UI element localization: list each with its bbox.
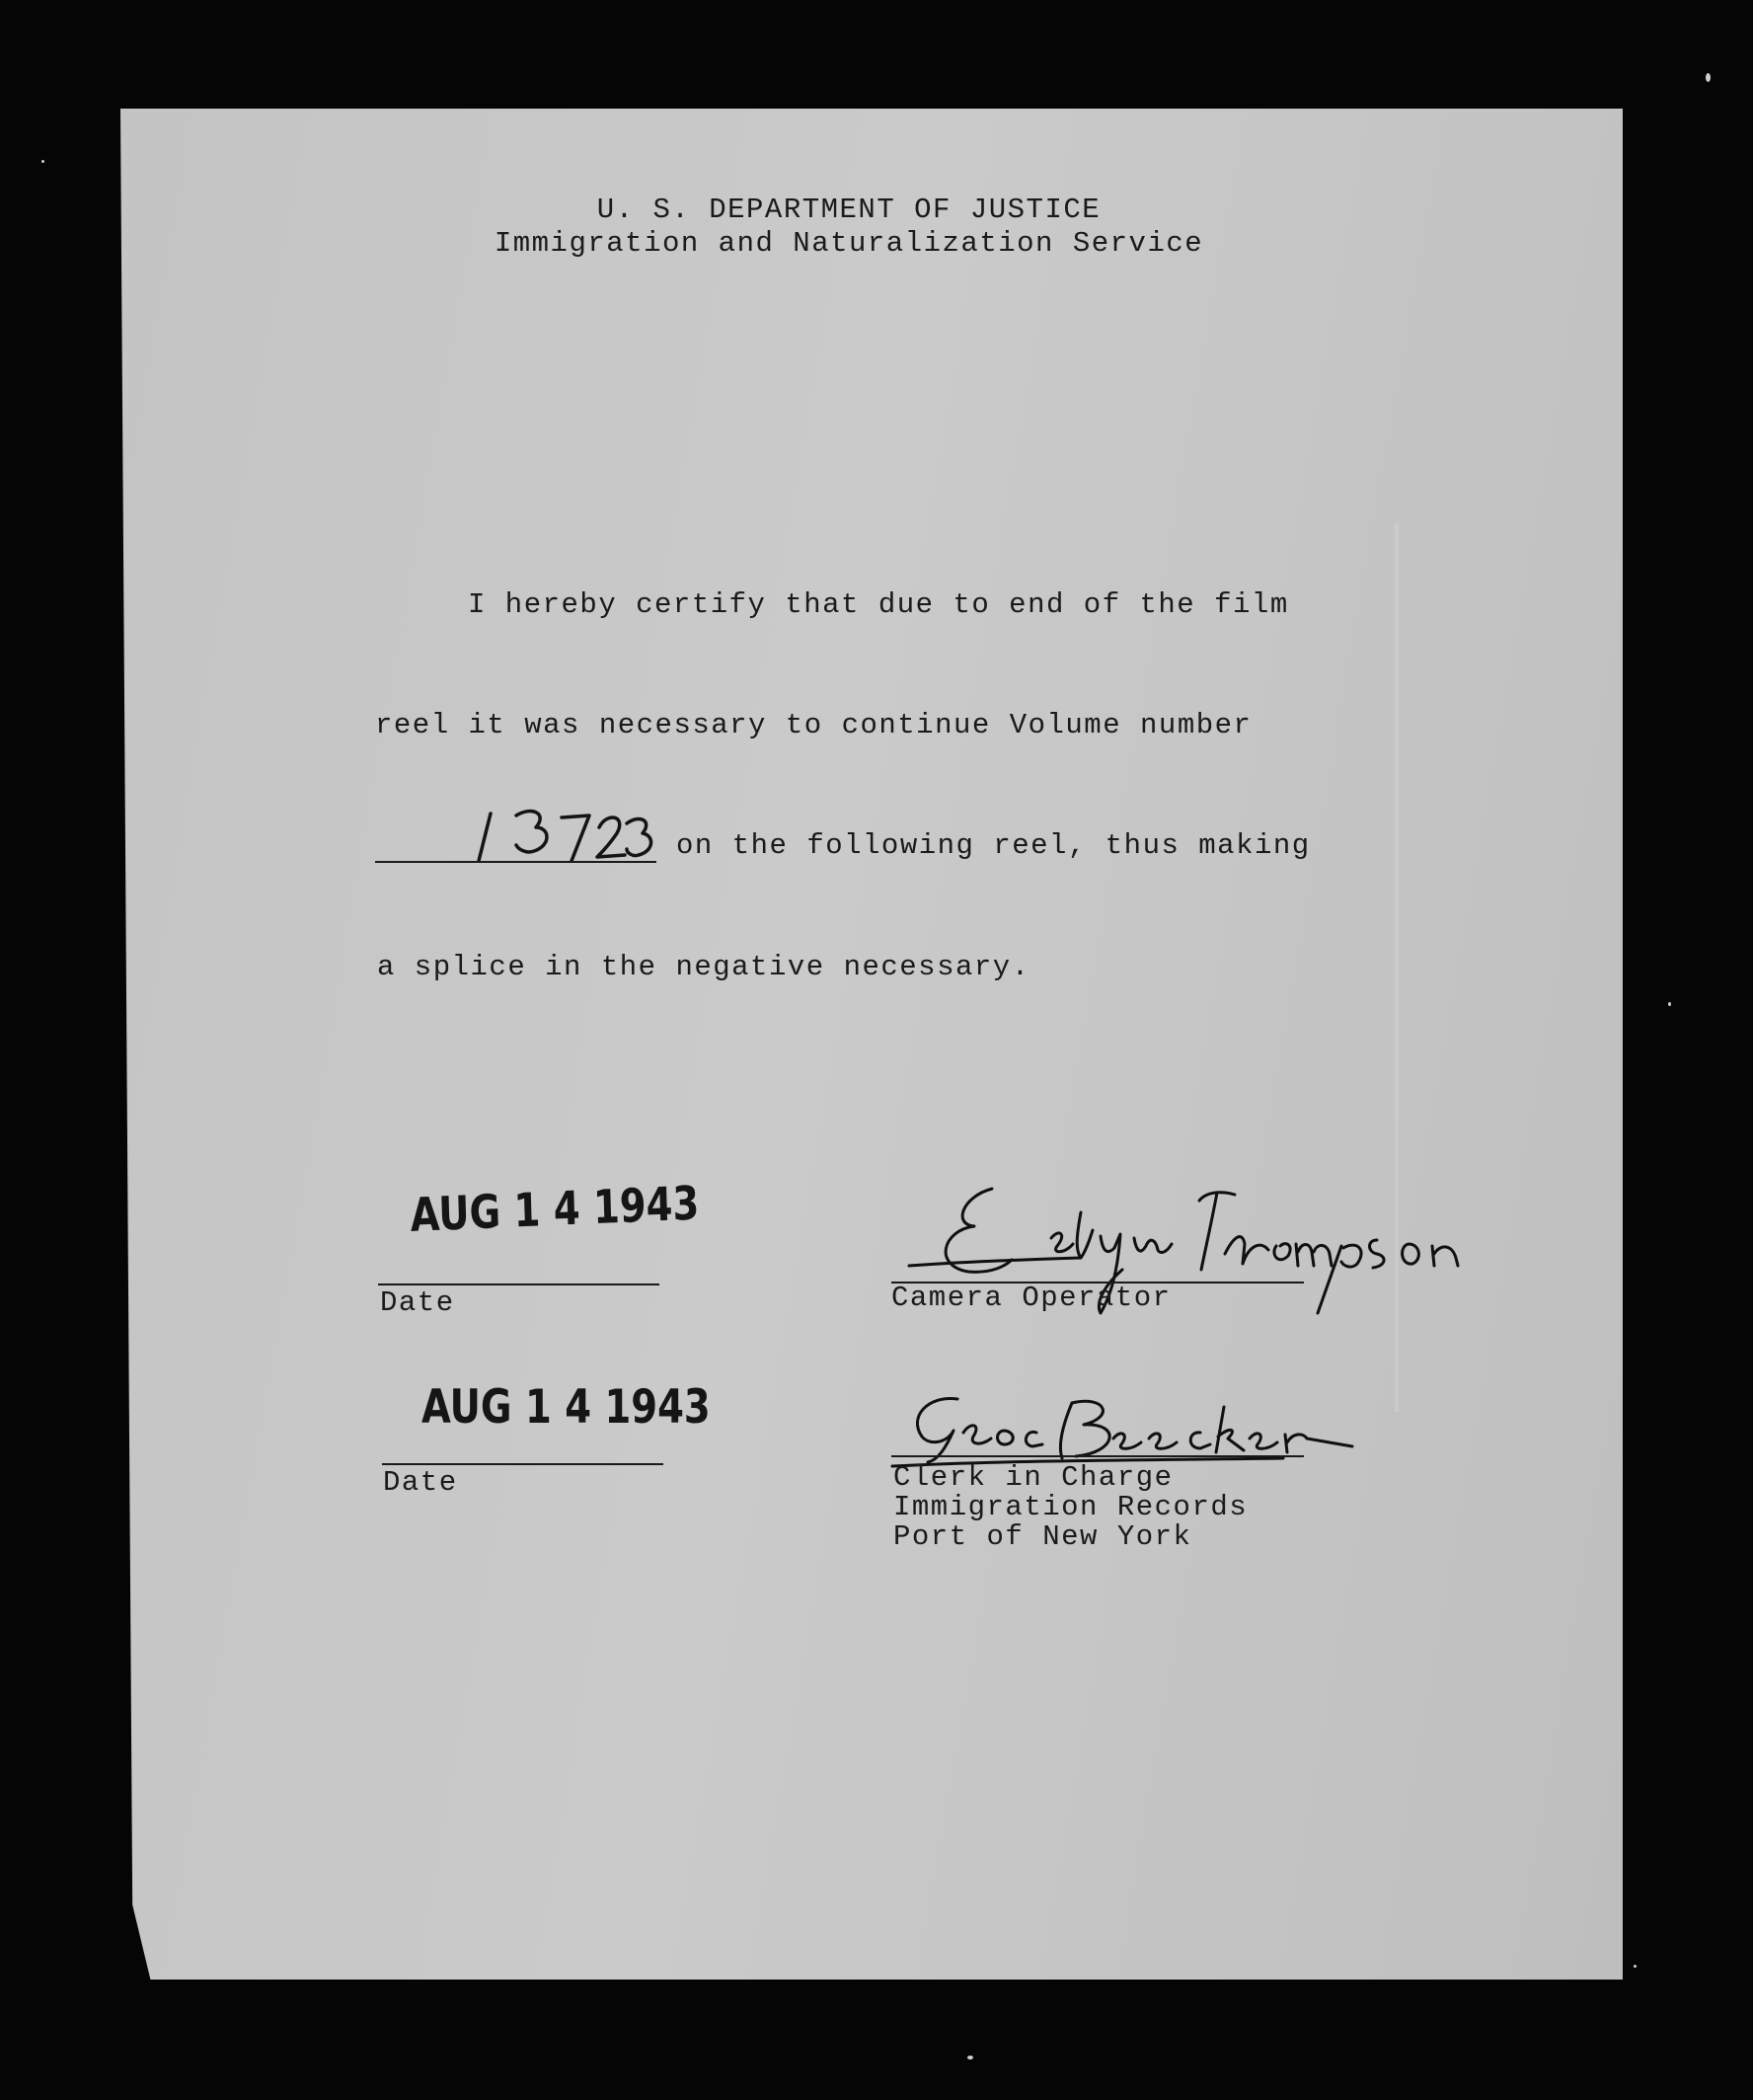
clerk-signature-line xyxy=(891,1455,1304,1457)
camera-operator-label: Camera Operator xyxy=(891,1282,1172,1314)
document-page xyxy=(120,109,1623,1980)
date-signature-line xyxy=(378,1283,659,1285)
letterhead-service: Immigration and Naturalization Service xyxy=(494,227,1204,260)
date-signature-line xyxy=(382,1463,663,1465)
date-label: Date xyxy=(383,1466,458,1499)
date-label: Date xyxy=(380,1286,455,1319)
clerk-title-line-2: Immigration Records xyxy=(893,1491,1249,1523)
dust-speck xyxy=(1706,73,1711,82)
certification-line-4: a splice in the negative necessary. xyxy=(377,951,1030,983)
letterhead-department: U. S. DEPARTMENT OF JUSTICE xyxy=(596,194,1102,226)
date-stamp: AUG 1 4 1943 xyxy=(409,1176,701,1243)
dust-speck xyxy=(1668,1002,1671,1006)
clerk-title-line-3: Port of New York xyxy=(893,1520,1192,1553)
dust-speck xyxy=(1634,1965,1637,1968)
dust-speck xyxy=(967,2056,973,2060)
certification-line-3: on the following reel, thus making xyxy=(676,829,1311,862)
clerk-title-line-1: Clerk in Charge xyxy=(893,1461,1174,1494)
certification-line-2: reel it was necessary to continue Volume number xyxy=(375,709,1253,741)
certification-line-1: I hereby certify that due to end of the film xyxy=(468,588,1289,621)
volume-number-handwriting xyxy=(459,800,676,879)
dust-speck xyxy=(41,160,44,163)
volume-number-blank xyxy=(375,861,656,863)
date-stamp: AUG 1 4 1943 xyxy=(421,1380,711,1435)
